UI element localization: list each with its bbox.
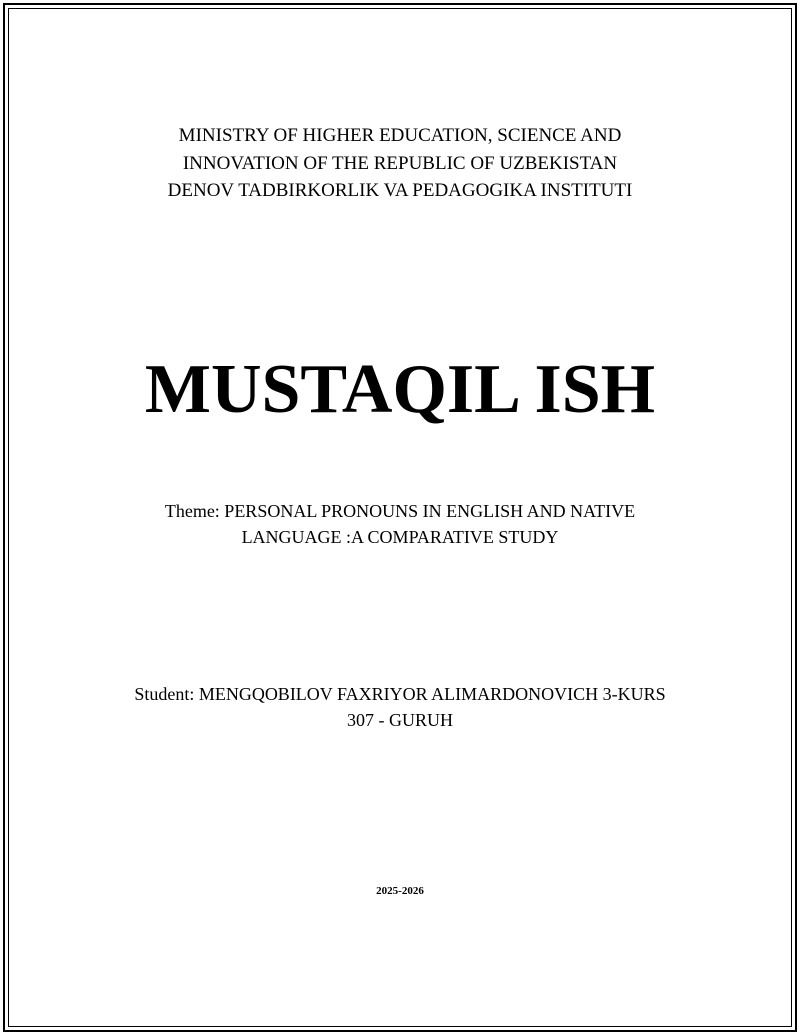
institution-header bbox=[0, 122, 800, 205]
document-title: MUSTAQIL ISH bbox=[144, 351, 656, 428]
student-line-1: Student: MENGQOBILOV FAXRIYOR ALIMARDONOVICH 3-KURS bbox=[134, 684, 666, 704]
academic-year: 2025-2026 bbox=[376, 885, 424, 897]
ministry-line-1: MINISTRY OF HIGHER EDUCATION, SCIENCE AND bbox=[178, 125, 622, 146]
theme-line-2: LANGUAGE :A COMPARATIVE STUDY bbox=[241, 526, 559, 547]
institute-name: DENOV TADBIRKORLIK VA PEDAGOGIKA INSTITUTI bbox=[167, 180, 633, 201]
ministry-line-2: INNOVATION OF THE REPUBLIC OF UZBEKISTAN bbox=[182, 152, 618, 174]
theme-section bbox=[0, 499, 800, 550]
theme-line-1: Theme: PERSONAL PRONOUNS IN ENGLISH AND NATIVE bbox=[164, 501, 636, 521]
student-line-2: 307 - GURUH bbox=[347, 709, 453, 730]
student-section bbox=[0, 682, 800, 733]
